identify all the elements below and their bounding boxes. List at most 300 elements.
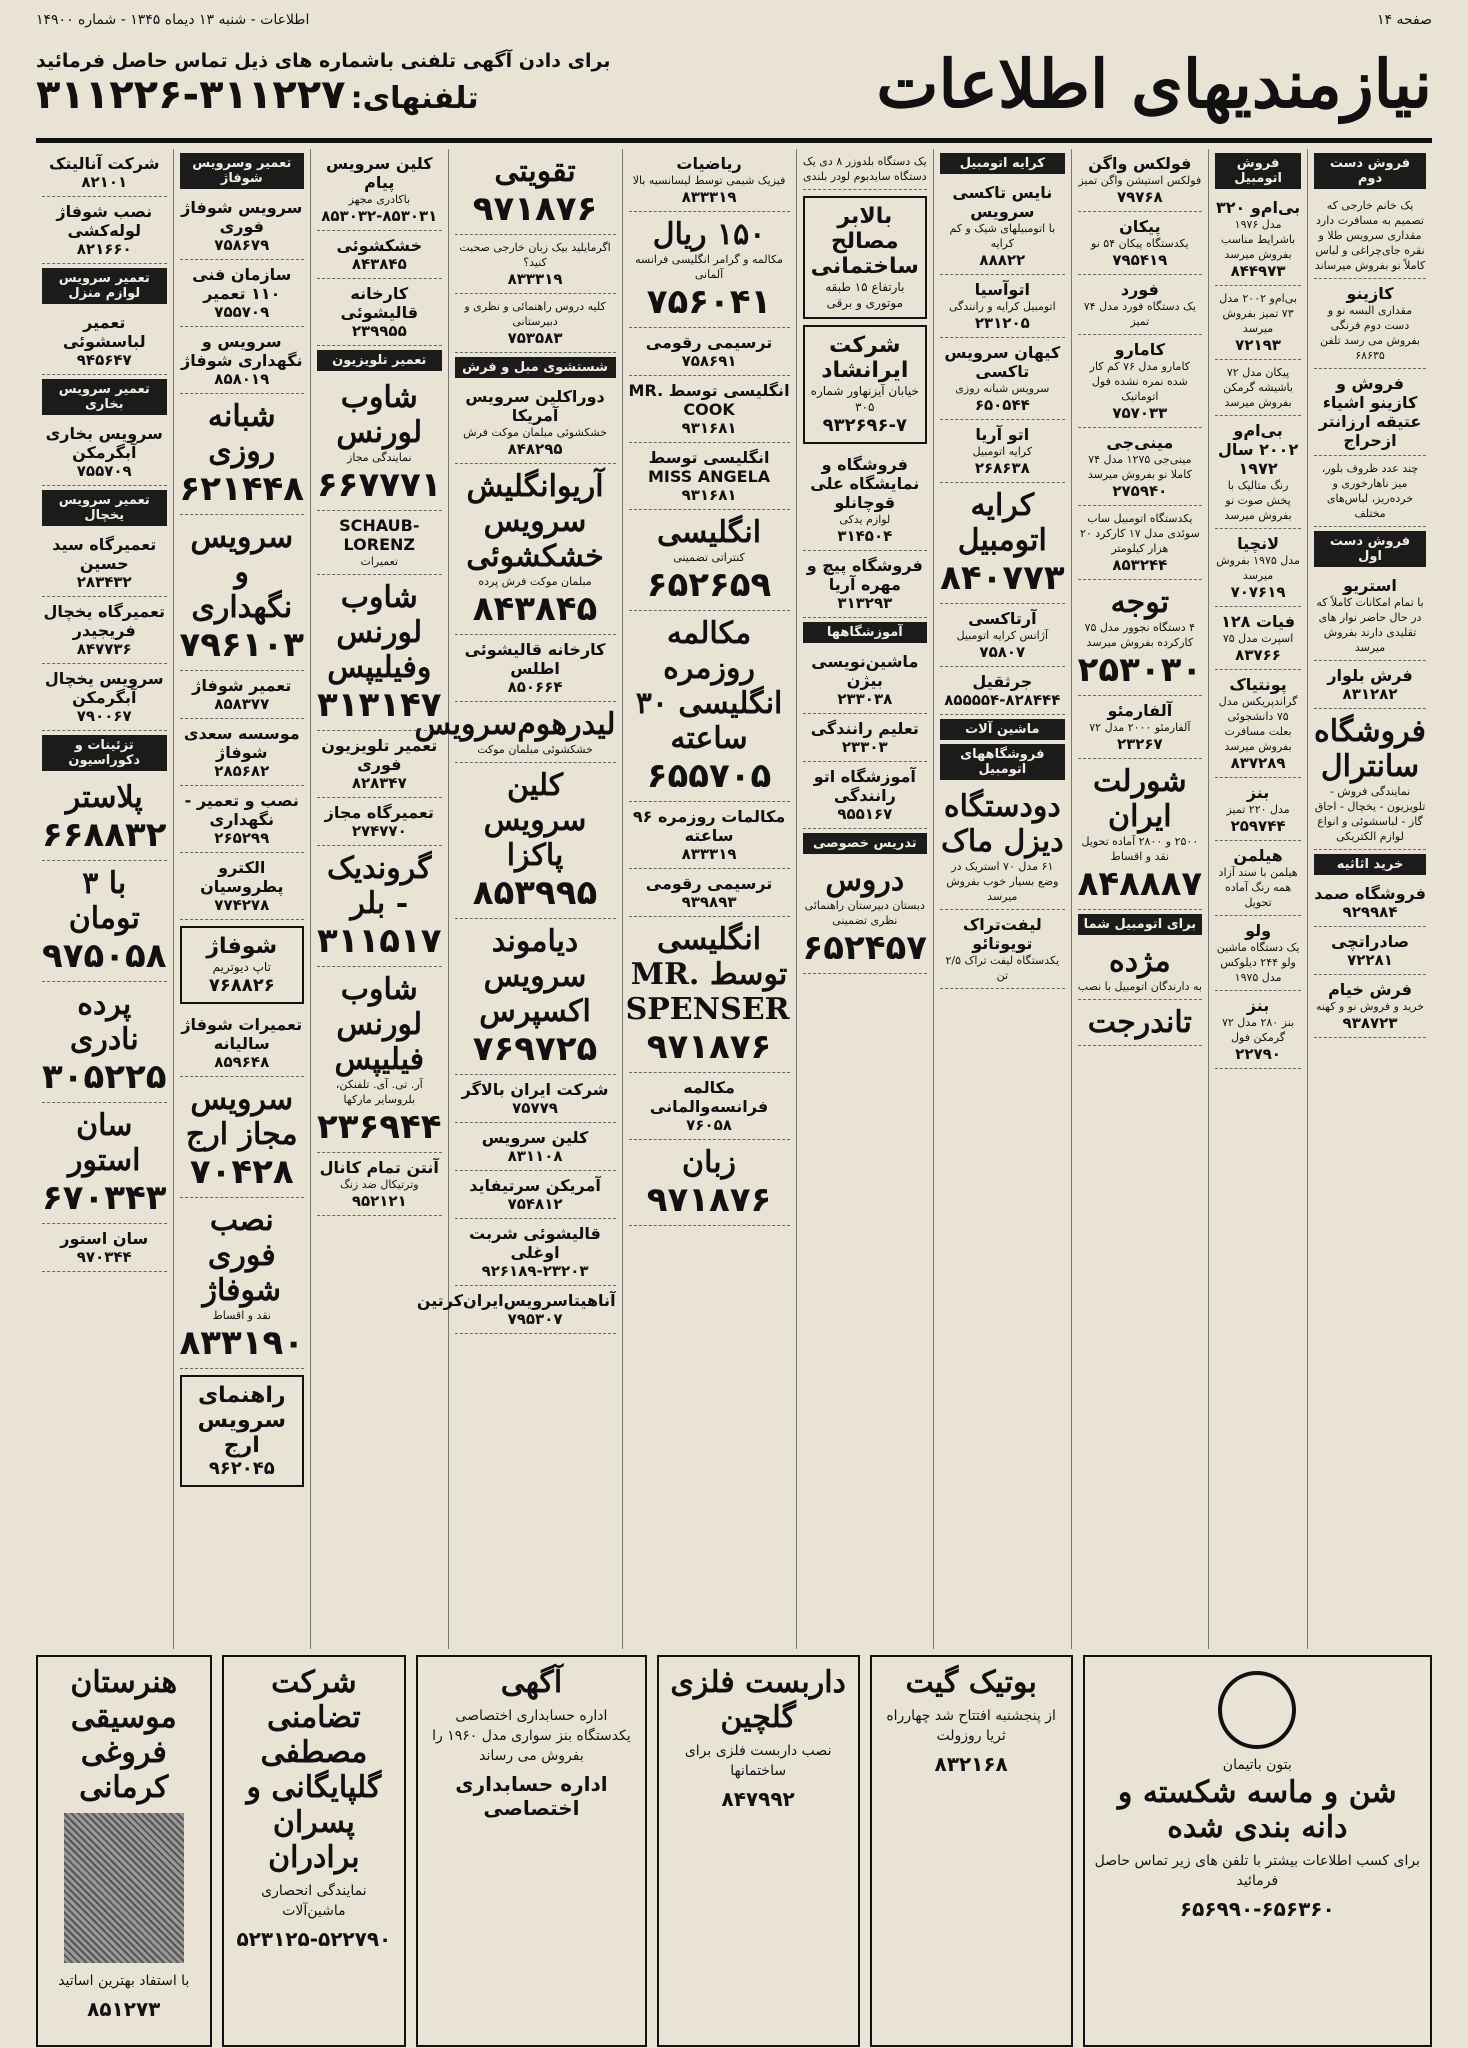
ad-phone: ۳۰۵۲۲۵: [42, 1057, 167, 1097]
display-ad: [657, 1655, 860, 2047]
ad-body: به دارندگان اتومبیل با نصب: [1077, 980, 1202, 993]
ad-phone: ۸۵۵۵۵۴-۸۲۸۴۴۴: [944, 691, 1061, 709]
ad-body: یکدستگاه اتومبیل ساب سوئدی مدل ۱۷ کارکرد ۲۰ هزار کیلومتر: [1079, 512, 1200, 555]
ad-body: خرید و فروش نو و کهنه: [1315, 1000, 1425, 1013]
ad-title: استریو: [1343, 576, 1397, 595]
section-header: کرایه اتومبیل: [940, 153, 1065, 174]
classified-ad: [1314, 975, 1426, 1038]
ad-title: پیکان: [1119, 217, 1161, 236]
ad-title: SCHAUB-LORENZ: [339, 516, 420, 554]
ad-phone: ۹۵۵۱۶۷: [837, 805, 893, 823]
ad-phone: ۷۹۶۱۰۳: [179, 625, 305, 665]
ad-phone: ۸۴۸۸۸۷: [1077, 864, 1203, 904]
classified-ad: [803, 325, 928, 444]
ad-title: لانچیا: [1237, 534, 1280, 553]
ad-title: کرایه اتومبیل: [957, 488, 1047, 558]
ad-phone: ۷۵۸۶۷۹: [214, 236, 270, 254]
ad-body: فیزیک شیمی توسط لیسانسیه بالا: [632, 174, 786, 187]
ad-body: یک دستگاه ماشین ولو ۲۴۴ دیلوکس مدل ۱۹۷۵: [1216, 941, 1300, 984]
ad-title: اتو آریا: [975, 425, 1030, 444]
ad-body: اگرمایلید بیک زبان خارجی صحبت کنید؟: [459, 241, 611, 269]
ad-phone: ۸۴۴۹۷۳: [1230, 262, 1286, 280]
ad-phone: ۹۲۶۱۸۹-۲۳۲۰۳: [481, 1262, 589, 1280]
ad-phone: ۸۵۸۳۷۷: [214, 695, 270, 713]
ad-title: ولو: [1245, 921, 1272, 940]
classified-ad: [629, 1140, 790, 1226]
classified-ad: [317, 575, 442, 731]
ad-body: مکالمه و گرامر انگلیسی فرانسه آلمانی: [635, 253, 783, 281]
ad-body: رنگ متالیک با پخش صوت نو بفروش میرسد: [1224, 479, 1292, 522]
display-ad-body: اداره حسابداری اختصاصی یکدستگاه بنز سواری مدل ۱۹۶۰ را بفروش می رساند: [432, 1708, 631, 1764]
section-header: ماشین آلات: [940, 719, 1065, 740]
ad-title: تعمیر شوفاژ: [192, 676, 292, 695]
ad-title: پرده نادری: [69, 987, 139, 1057]
classified-ad: [42, 530, 167, 597]
classified-columns: [36, 149, 1432, 1649]
ad-title: سرویس یخچال آبگرمکن: [44, 669, 164, 707]
ad-title: ریاضیات: [676, 154, 742, 173]
section-header: تعمیر سرویس یخچال: [42, 490, 167, 526]
ad-title: آنتن تمام کانال: [319, 1158, 439, 1177]
ad-phone: ۸۵۰۶۶۴: [507, 678, 563, 696]
classified-ad: [180, 327, 305, 394]
ad-phone: ۷۰۴۲۸: [189, 1152, 294, 1192]
ad-phone: ۶۶۸۸۳۲: [42, 815, 167, 855]
ad-title: کلین سرویس پاکزا: [483, 768, 587, 873]
masthead-phones: [36, 50, 610, 118]
ad-phone: ۷۵۵۷۰۹: [214, 303, 270, 321]
ad-phone: ۶۶۷۷۷۱: [317, 465, 442, 505]
ad-phone: ۲۵۹۷۴۴: [1230, 817, 1286, 835]
ad-phone: ۸۳۱۱۰۸: [507, 1147, 563, 1165]
ad-title: دوراکلین سرویس آمریکا: [465, 387, 605, 425]
display-ad-title: بوتیک گیت: [905, 1665, 1037, 1700]
ad-phone: ۸۴۳۸۴۵: [351, 255, 407, 273]
ad-body: فولکس استیشن واگن تمیز: [1078, 174, 1202, 187]
ad-body: آژانس کرایه اتومبیل: [956, 629, 1049, 642]
ad-body: مدل ۲۲۰ تمیز: [1226, 803, 1290, 816]
musician-photo-icon: [64, 1813, 184, 1963]
ad-title: قالیشوئی شربت اوغلی: [469, 1224, 601, 1262]
classified-ad: [317, 846, 442, 967]
classified-ad: [940, 667, 1065, 715]
ad-title: سرویس و نگهداری شوفاژ: [181, 332, 303, 370]
classified-ad: [180, 394, 305, 515]
classified-ad: [455, 382, 616, 464]
ad-title: بنز: [1246, 996, 1270, 1015]
classified-ad: [180, 671, 305, 719]
ad-title: فروشگاه صمد: [1314, 884, 1426, 903]
ad-title: سرویس شوفاژ فوری: [181, 198, 303, 236]
ad-body: بنز ۲۸۰ مدل ۷۲ گرمکن فول: [1221, 1016, 1295, 1044]
ad-title: فرش خیام: [1328, 980, 1412, 999]
ad-phone: ۸۳۳۳۱۹: [681, 845, 737, 863]
ad-phone: ۲۳۳۰۳۸: [837, 690, 893, 708]
display-ad-body: از پنجشنبه افتتاح شد چهارراه ثریا روزولت: [886, 1708, 1056, 1744]
classified-ad: [1078, 335, 1203, 428]
ad-phone: ۷۹۰۰۶۷: [76, 707, 132, 725]
classified-ad: [1078, 939, 1203, 1000]
classified-ad: [940, 784, 1065, 910]
bottom-ads: [36, 1655, 1432, 2047]
classified-column: [310, 149, 448, 1649]
classified-ad: [180, 719, 305, 786]
ad-title: فروشگاه پیچ و مهره آریا: [806, 556, 923, 594]
ad-phone: ۸۵۹۶۴۸: [214, 1053, 270, 1071]
ad-body: مقداری البسه نو و دست دوم فرنگی بفروش می رسد تلفن ۶۸۶۳۵: [1320, 304, 1420, 362]
classified-ad: [317, 1153, 442, 1216]
classified-ad: [803, 450, 928, 551]
ad-title: تعمیرگاه سید حسین: [52, 535, 157, 573]
section-header: آموزشگاهها: [803, 622, 928, 643]
ad-phone: ۲۷۵۹۴۰: [1112, 482, 1168, 500]
ad-phone: ۹۷۱۸۷۶: [646, 1180, 772, 1220]
section-header: تعمیر تلویزیون: [317, 350, 442, 371]
ad-title: راهنمای سرویس ارج: [197, 1383, 286, 1458]
masthead-note: برای دادن آگهی تلفنی باشماره های ذیل تماس حاصل فرمائید: [36, 50, 611, 72]
ad-title: پلاستر: [65, 780, 143, 815]
ad-title: انگلیسی توسط MR. COOK: [628, 381, 790, 419]
ad-phone: ۸۵۳۲۴۴: [1112, 556, 1168, 574]
section-header: تزئینات و دکوراسیون: [42, 735, 167, 771]
section-header: برای اتومبیل شما: [1078, 914, 1203, 935]
ad-phone: ۸۲۱۶۶۰: [76, 240, 132, 258]
ad-title: توجه: [1110, 585, 1170, 620]
ad-title: نایس تاکسی سرویس: [952, 183, 1053, 221]
ad-phone: ۸۳۳۱۹۰: [179, 1323, 305, 1363]
ad-phone: ۷۲۱۹۳: [1235, 336, 1281, 354]
ad-title: شاوب لورنس وفیلیپس: [327, 580, 432, 685]
ad-phone: ۷۵۴۸۱۲: [507, 1195, 563, 1213]
classified-ad: [42, 597, 167, 664]
display-ad-phone: ۶۵۶۹۹۰-۶۵۶۳۶۰: [1179, 1897, 1335, 1921]
classified-ad: [940, 275, 1065, 338]
ad-title: شورلت ایران: [1092, 764, 1187, 834]
classified-ad: [42, 1103, 167, 1224]
classified-ad: [629, 510, 790, 611]
ad-phone: ۹۷۱۸۷۶: [472, 189, 598, 229]
ad-body: سرویس شبانه روزی: [955, 382, 1050, 395]
ad-phone: ۷۵۳۵۸۳: [507, 329, 563, 347]
masthead-title: نیازمندیهای اطلاعات: [876, 45, 1432, 123]
display-ad-title: هنرستان موسیقی فروغی کرمانی: [70, 1665, 178, 1805]
classified-ad: [1078, 506, 1203, 580]
ad-body: بی‌ام‌و ۲۰۰۲ مدل ۷۳ تمیز بفروش میرسد: [1219, 292, 1297, 335]
classified-ad: [940, 604, 1065, 667]
classified-ad: [629, 376, 790, 443]
classified-ad: [940, 483, 1065, 604]
ad-body: با اتومبیلهای شیک و کم کرایه: [949, 222, 1056, 250]
ad-body: مبلمان موکت فرش پرده: [478, 575, 592, 588]
classified-ad: [940, 420, 1065, 483]
classified-ad: [180, 1375, 305, 1487]
ad-body: یکدستگاه پیکان ۵۴ نو: [1091, 237, 1189, 250]
ad-phone: ۳۱۱۵۱۷: [317, 921, 442, 961]
classified-ad: [317, 231, 442, 279]
ad-title: مکالمه فرانسه‌والمانی: [649, 1078, 769, 1116]
classified-ad: [803, 762, 928, 829]
ad-phone: ۹۶۲۰۴۵: [208, 1458, 275, 1479]
ad-phone: ۹۷۰۳۴۴: [76, 1248, 132, 1266]
classified-ad: [1078, 580, 1203, 696]
ad-phone: ۷۹۵۳۰۷: [507, 1310, 563, 1328]
ad-phone: ۸۵۸۰۱۹: [214, 370, 270, 388]
ad-title: شاوب لورنس فیلیپس: [334, 972, 425, 1077]
ad-body: وترتیکال ضد زنگ: [340, 1178, 419, 1191]
issue-line: [36, 10, 1432, 30]
classified-ad: [629, 328, 790, 376]
ad-phone: ۲۳۹۹۵۵: [351, 322, 407, 340]
ad-phone: ۲۵۳۰۳۰: [1077, 650, 1203, 690]
ad-phone: ۷۵۸۶۹۱: [681, 352, 737, 370]
display-ad: [36, 1655, 212, 2047]
ad-phone: ۶۵۰۵۴۴: [974, 396, 1030, 414]
classified-ad: [629, 443, 790, 510]
ad-title: کارخانه قالیشوئی: [340, 284, 419, 322]
classified-ad: [414, 702, 616, 763]
classified-column: [933, 149, 1071, 1649]
display-ad-body: برای کسب اطلاعات بیشتر با تلفن های زیر تماس حاصل فرمائید: [1094, 1853, 1420, 1889]
ad-body: خشکشوئی مبلمان موکت فرش: [463, 426, 607, 439]
section-header: تدریس خصوصی: [803, 833, 928, 854]
classified-ad: [1314, 279, 1426, 369]
ad-phone: ۲۶۵۲۹۹: [214, 829, 270, 847]
classified-ad: [1078, 428, 1203, 506]
section-header: تعمیر سرویس بخاری: [42, 379, 167, 415]
ad-title: فروشگاه و نمایشگاه علی قوچانلو: [810, 455, 920, 512]
classified-column: [173, 149, 311, 1649]
ad-body: نقد و اقساط: [212, 1309, 271, 1322]
ad-body: یک خانم خارجی که تصمیم به مسافرت دارد مقداری سرویس طلا و نقره جای‌چراغی و لباس کاملاً نو بفروش میرساند: [1314, 199, 1426, 272]
classified-ad: [455, 235, 616, 294]
ad-title: تقویتی: [494, 154, 576, 189]
classified-ad: [1078, 212, 1203, 275]
ad-body: نمایندگی مجاز: [347, 451, 412, 464]
ad-body: بارتفاع ۱۵ طبقه موتوری و برقی: [825, 280, 905, 310]
ad-title: مژده: [1108, 944, 1171, 979]
ad-phone: ۷۹۷۶۸: [1116, 188, 1163, 206]
ad-title: تعمیرگاه مجاز: [324, 803, 434, 822]
section-header: فروش اتومبیل: [1215, 153, 1301, 189]
classified-ad: [455, 1075, 616, 1123]
ad-body: آر. تی. آی. تلفنکن، بلروسایر مارکها: [335, 1078, 423, 1106]
section-header: فروش دست دوم: [1314, 153, 1426, 189]
ad-title: دودستگاه دیزل ماک: [941, 789, 1064, 859]
ad-body: اسپرت مدل ۷۵: [1222, 632, 1294, 645]
ad-body: مدل ۱۹۷۵ بفروش میرسد: [1216, 554, 1300, 582]
ad-title: شرکت ایرانشاد: [821, 333, 909, 383]
ad-phone: ۲۳۳۰۳: [841, 738, 888, 756]
ad-body: ۲۵۰۰ و ۲۸۰۰ آماده تحویل نقد و اقساط: [1081, 835, 1199, 863]
ad-title: لیفت‌تراک تویوتائو: [962, 915, 1042, 953]
classified-ad: [455, 1123, 616, 1171]
classified-ad: [42, 197, 167, 264]
ad-title: سان استور: [60, 1229, 149, 1248]
classified-ad: [1215, 841, 1301, 916]
classified-ad: [803, 858, 928, 974]
ad-title: سرویس بخاری آبگرمکن: [45, 424, 163, 462]
ad-body: چند عدد ظروف بلور، میز ناهارخوری و خرده‌ریز، لباس‌های مختلف: [1321, 462, 1419, 520]
ad-body: هیلمن با سند آزاد همه رنگ آماده تحویل: [1218, 866, 1298, 909]
display-ad-body: نصب داربست فلزی برای ساختمانها: [684, 1743, 832, 1779]
ad-body: مدل ۱۹۷۶ باشرایط مناسب بفروش میرسد: [1220, 218, 1296, 261]
classified-ad: [629, 802, 790, 869]
ad-title: فروشگاه سانترال: [1314, 714, 1426, 784]
classified-ad: [317, 279, 442, 346]
classified-ad: [629, 1073, 790, 1140]
classified-ad: [1314, 571, 1426, 661]
ad-title: بنز: [1246, 783, 1270, 802]
classified-ad: [455, 1219, 616, 1286]
classified-ad: [455, 919, 616, 1075]
ad-phone: ۷۵۵۷۰۹: [76, 462, 132, 480]
ad-title: شبانه روزی: [207, 399, 276, 469]
classified-ad: [1215, 916, 1301, 991]
ad-phone: ۸۵۳۰۳۲-۸۵۳۰۳۱: [321, 207, 438, 225]
ad-phone: ۲۸۵۶۸۲: [214, 762, 270, 780]
section-header: فروشگاههای اتومبیل: [940, 744, 1065, 780]
ad-title: ۱۵۰ ریال: [652, 217, 766, 252]
ad-phone: ۷۹۵۴۱۹: [1112, 251, 1168, 269]
ad-phone: ۶۷۰۳۴۳: [42, 1178, 167, 1218]
classified-column: [1071, 149, 1209, 1649]
ad-phone: ۶۵۲۶۵۹: [646, 565, 772, 605]
classified-ad: [1078, 275, 1203, 335]
ad-body: دبستان دبیرستان راهنمائی نظری تضمینی: [804, 899, 925, 927]
classified-ad: [1078, 696, 1203, 759]
classified-ad: [1314, 709, 1426, 850]
phones-number: ۳۱۱۲۲۶-۳۱۱۲۲۷: [36, 72, 346, 118]
display-ad-body: با استفاد بهترین اساتید: [58, 1973, 190, 1989]
classified-ad: [455, 464, 616, 635]
ad-phone: ۷۵۶۰۴۱: [646, 282, 772, 322]
ad-phone: ۷۵۸۰۷: [979, 643, 1026, 661]
ad-phone: ۹۷۱۸۷۶: [646, 1027, 772, 1067]
display-ad-title: شن و ماسه شکسته و دانه بندی شده: [1117, 1775, 1397, 1845]
classified-ad: [1078, 759, 1203, 910]
ad-title: اتوآسیا: [974, 280, 1030, 299]
classified-ad: [455, 294, 616, 353]
ad-title: کارخانه قالیشوئی اطلس: [464, 640, 606, 678]
ad-body: کرایه اتومبیل: [972, 445, 1033, 458]
ad-body: کلیه دروس راهنمائی و نظری و دبیرستانی: [464, 300, 606, 328]
ad-title: فیات ۱۲۸: [1221, 612, 1296, 631]
ad-body: تعمیرات: [360, 555, 399, 568]
classified-ad: [803, 714, 928, 762]
ad-title: شوفاژ: [206, 934, 278, 959]
classified-ad: [317, 511, 442, 575]
ad-title: فرش بلوار: [1327, 666, 1413, 685]
ad-body: کنتراتی تضمینی: [673, 551, 745, 564]
classified-ad: [1314, 193, 1426, 279]
classified-ad: [803, 196, 928, 319]
classified-ad: [1215, 607, 1301, 670]
ad-title: صادراتچی: [1330, 932, 1410, 951]
classified-ad: [416, 1286, 616, 1334]
classified-ad: [803, 149, 928, 190]
ad-title: فولکس واگن: [1088, 154, 1192, 173]
classified-column: [796, 149, 934, 1649]
classified-column: [1208, 149, 1307, 1649]
classified-ad: [803, 551, 928, 618]
ad-phone: ۷۷۴۲۷۸: [214, 896, 270, 914]
ad-phone: ۸۴۷۷۳۶: [76, 640, 132, 658]
classified-ad: [1215, 991, 1301, 1069]
display-ad-title: داربست فلزی گلچین: [670, 1665, 846, 1735]
section-header: تعمیر وسرویس شوفاژ: [180, 153, 305, 189]
ad-body: باکادری مجهز: [348, 193, 411, 206]
classified-ad: [1215, 416, 1301, 529]
classified-ad: [180, 1077, 305, 1198]
ad-title: آرتاکسی: [968, 609, 1037, 628]
classified-ad: [180, 260, 305, 327]
ad-title: مینی‌جی: [1106, 433, 1174, 452]
classified-ad: [1215, 286, 1301, 360]
ad-title: انگلیسی توسط MR. SPENSER: [625, 922, 790, 1027]
classified-ad: [1215, 778, 1301, 841]
display-ad: [222, 1655, 407, 2047]
ad-phone: ۹۳۱۶۸۱: [681, 419, 737, 437]
ad-title: ترسیمی رقومی: [645, 333, 773, 352]
ad-body: ۴ دستگاه نجوور مدل ۷۵ کارکرده بفروش میرسد: [1084, 621, 1196, 649]
ad-title: کیهان سرویس تاکسی: [944, 343, 1061, 381]
classified-ad: [1078, 1000, 1203, 1046]
display-ad-body: نمایندگی انحصاری ماشین‌آلات: [261, 1883, 367, 1919]
classified-ad: [180, 1010, 305, 1077]
ad-body: پیکان مدل ۷۲ باشیشه گرمکن بفروش میرسد: [1223, 366, 1293, 409]
classified-ad: [317, 375, 442, 511]
ad-body: مینی‌جی ۱۲۷۵ مدل ۷۴ کاملا نو بفروش میرسد: [1087, 453, 1192, 481]
classified-ad: [1215, 670, 1301, 778]
ad-title: کامارو: [1114, 340, 1166, 359]
classified-ad: [180, 853, 305, 920]
ad-title: الکترو پطروسیان: [200, 858, 284, 896]
ad-title: دیاموند سرویس اکسپرس: [479, 924, 591, 1029]
display-ad: [1083, 1655, 1432, 2047]
ad-phone: ۸۳۳۳۱۹: [681, 188, 737, 206]
classified-ad: [42, 775, 167, 861]
classified-ad: [317, 731, 442, 798]
display-ad-phone: ۸۵۱۲۷۳: [87, 1997, 161, 2021]
classified-ad: [940, 910, 1065, 989]
ad-phone: ۸۳۳۳۱۹: [507, 270, 563, 288]
classified-ad: [42, 419, 167, 486]
ad-title: بی‌ام‌و ۲۰۰۲ سال ۱۹۷۲: [1217, 421, 1299, 478]
ad-phone: ۸۲۱۰۱: [81, 173, 128, 191]
logo-caption: بتون باتیمان: [1222, 1757, 1292, 1773]
ad-phone: ۸۵۳۹۹۵: [472, 873, 598, 913]
ad-phone: ۹۷۵۰۵۸: [42, 936, 167, 976]
classified-ad: [1314, 369, 1426, 456]
ad-title: کازینو: [1346, 284, 1394, 303]
ad-body: نمایندگی فروش - تلویزیون - یخچال - اجاق گاز - لباسشوئی و انواع لوازم الکتریکی: [1314, 785, 1426, 843]
ad-body: آلفارمئو ۲۰۰۰ مدل ۷۲: [1089, 721, 1191, 734]
ad-phone: ۶۵۵۷۰۵: [646, 756, 772, 796]
ad-phone: ۷۶۰۵۸: [686, 1116, 732, 1134]
ad-body: یک دستگاه بلدوزر ۸ دی یک دستگاه سایدبوم لودر بلندی: [802, 155, 927, 183]
classified-ad: [629, 149, 790, 212]
ad-phone: ۸۲۸۳۴۷: [351, 774, 407, 792]
ad-phone: ۲۶۸۶۳۸: [974, 459, 1030, 477]
classified-ad: [317, 798, 442, 846]
ad-title: شرکت آنالیتک: [49, 154, 160, 173]
classified-ad: [455, 149, 616, 235]
classified-ad: [940, 178, 1065, 275]
classified-ad: [1314, 456, 1426, 527]
ad-phone: ۸۸۸۲۲: [979, 251, 1026, 269]
ad-title: انگلیسی توسط MISS ANGELA: [647, 448, 771, 486]
ad-phone: ۳۱۳۲۹۳: [837, 594, 893, 612]
